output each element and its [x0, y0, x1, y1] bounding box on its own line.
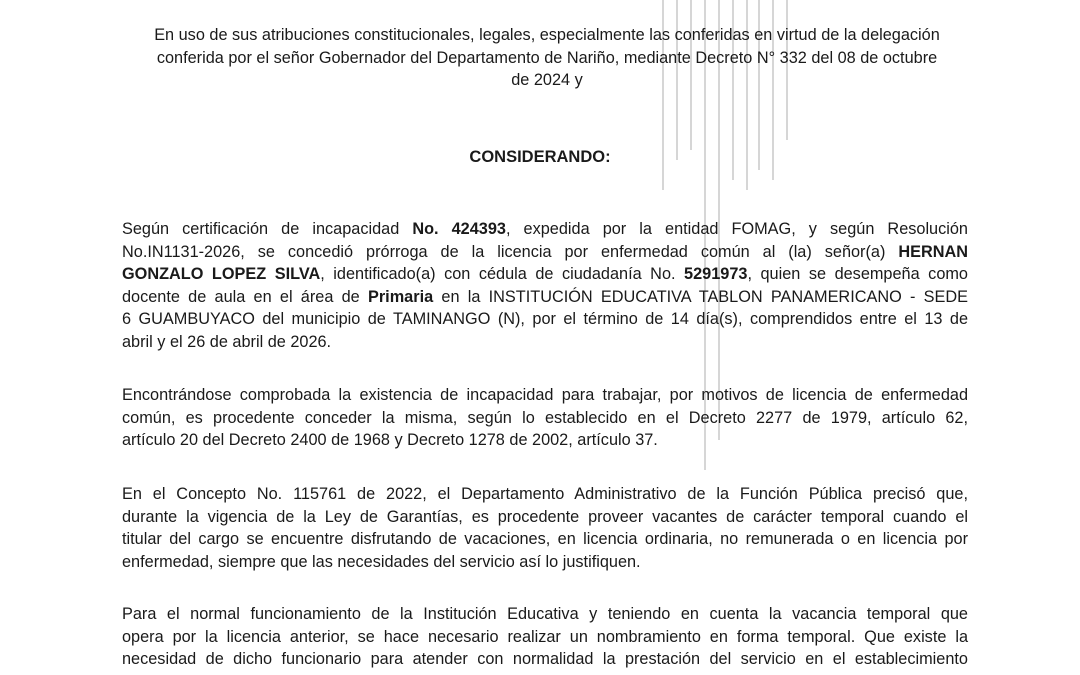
text-line	[122, 286, 968, 309]
intro-line: En uso de sus atribuciones constitucionales, legales, especialmente las conferidas en virtud de la delegación	[154, 26, 940, 44]
text-line: 6 GUAMBUYACO del municipio de TAMINANGO (N), por el término de 14 día(s), comprendidos entre el 13 de	[122, 310, 968, 329]
text-line: enfermedad, siempre que las necesidades del servicio así lo justifiquen.	[122, 552, 641, 571]
paragraph-appointment	[122, 603, 968, 671]
text-run: en la INSTITUCIÓN EDUCATIVA TABLON PANAMERICANO - SEDE	[433, 287, 968, 306]
text-run: Según certificación de incapacidad	[122, 220, 413, 238]
text-line: Encontrándose comprobada la existencia de incapacidad para trabajar, por motivos de licencia de enfermedad	[122, 386, 968, 404]
text-run: , identificado(a) con cédula de ciudadanía No.	[320, 265, 685, 284]
text-line: común, es procedente conceder la misma, según lo establecido en el Decreto 2277 de 1979, artículo 62,	[122, 408, 968, 427]
paragraph-legal-basis	[122, 384, 968, 452]
text-line: Para el normal funcionamiento de la Institución Educativa y teniendo en cuenta la vacancia temporal que	[122, 605, 968, 623]
certificate-number: No. 424393	[412, 220, 506, 238]
text-run: , expedida por la entidad FOMAG, y según Resolución	[505, 220, 968, 238]
id-number: 5291973	[684, 265, 748, 284]
paragraph-concept	[122, 483, 968, 573]
area-name: Primaria	[367, 287, 434, 306]
text-line	[122, 218, 968, 241]
text-line: abril y el 26 de abril de 2026.	[122, 332, 332, 351]
intro-paragraph	[122, 24, 972, 92]
text-line: opera por la licencia anterior, se hace necesario realizar un nombramiento en forma temporal. Que existe la	[122, 627, 968, 646]
text-line: artículo 20 del Decreto 2400 de 1968 y Decreto 1278 de 2002, artículo 37.	[122, 431, 658, 450]
text-run: docente de aula en el área de	[122, 287, 368, 306]
text-line: durante la vigencia de la Ley de Garantías, es procedente proveer vacantes de carácter temporal cuando el	[122, 507, 968, 526]
text-run: , quien se desempeña como	[747, 265, 968, 284]
person-name: HERNAN	[898, 242, 968, 261]
text-line	[122, 263, 968, 286]
text-line	[122, 241, 968, 264]
intro-line: de 2024 y	[511, 71, 583, 90]
section-heading: CONSIDERANDO:	[469, 148, 611, 166]
intro-line: conferida por el señor Gobernador del Departamento de Nariño, mediante Decreto N° 332 del 08 de octubre	[156, 48, 938, 67]
text-line: necesidad de dicho funcionario para atender con normalidad la prestación del servicio en el establecimiento	[122, 650, 968, 669]
person-name: GONZALO LOPEZ SILVA	[122, 265, 321, 284]
text-run: No.IN1131-2026, se concedió prórroga de la licencia por enfermedad común al (la) señor(a)	[122, 242, 899, 261]
paragraph-incapacity	[122, 218, 968, 354]
text-line: En el Concepto No. 115761 de 2022, el Departamento Administrativo de la Función Pública precisó que,	[122, 485, 968, 503]
text-line: titular del cargo se encuentre disfrutando de vacaciones, en licencia ordinaria, no remunerada o en licencia por	[122, 530, 968, 549]
